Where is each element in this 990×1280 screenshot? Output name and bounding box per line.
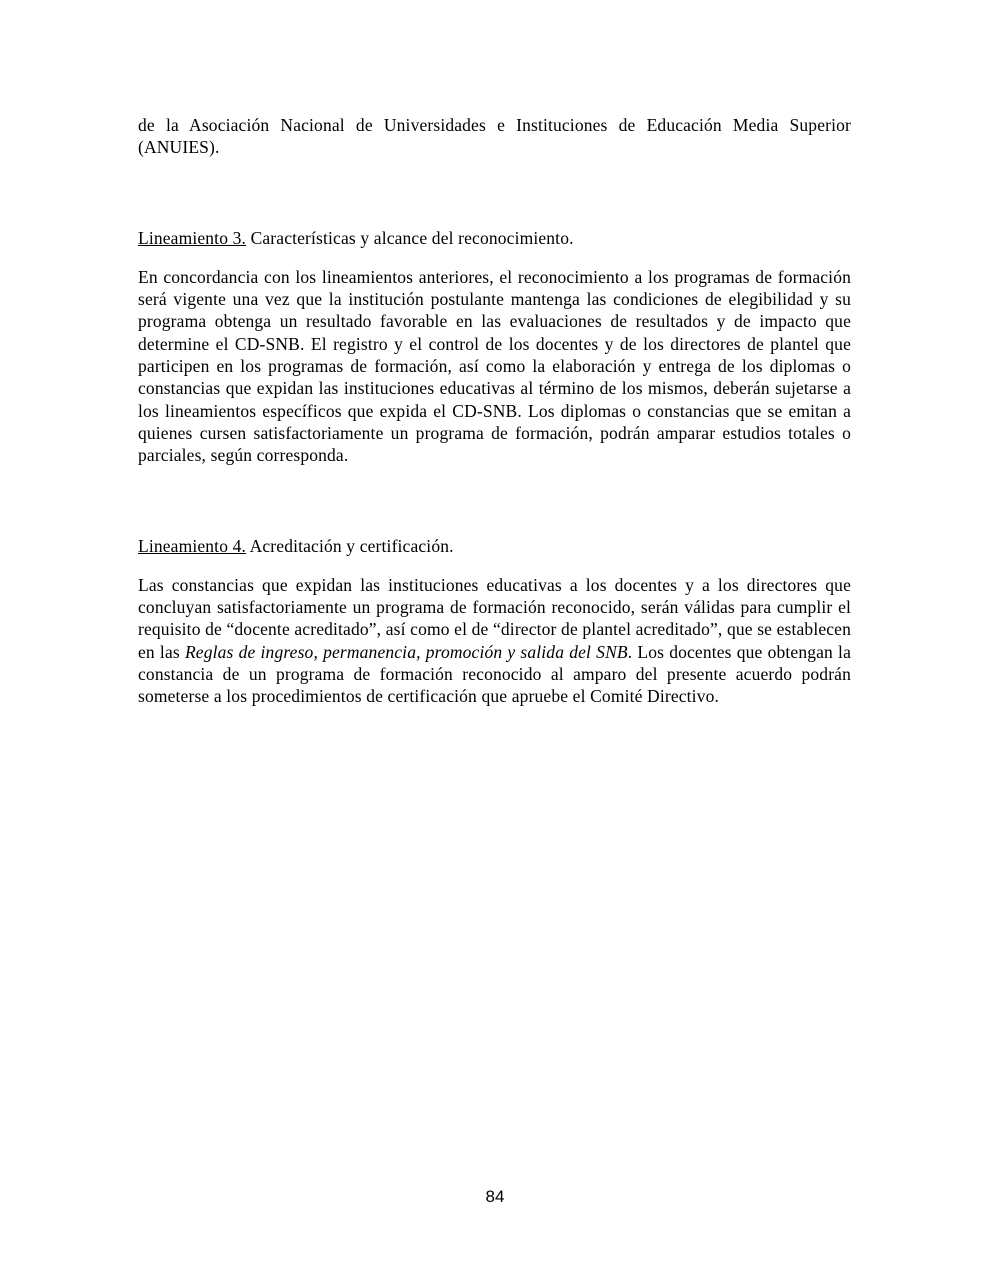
section-4-body-italic: Reglas de ingreso, permanencia, promoción y salida del SNB [184, 641, 628, 662]
section-4-body [138, 574, 851, 708]
section-4-body-after: . Los docentes que obtengan la constancia de un programa de formación reconocido al amparo del presente acuerdo podrán someterse a los procedimientos de certificación que apruebe el Comité Directivo. [138, 641, 851, 707]
section-4-body-before: Las constancias que expidan las instituciones educativas a los docentes y a los directores que concluyan satisfactoriamente un programa de formación reconocido, serán válidas para cumplir el requisito de “docente acreditado”, así como el de “director de plantel acreditado”, que se establecen en las [138, 574, 851, 662]
section-3-title: Características y alcance del reconocimiento. [246, 227, 574, 248]
section-4-title: Acreditación y certificación. [246, 535, 454, 556]
section-4-heading [138, 535, 851, 557]
section-3-heading [138, 227, 851, 249]
page-number: 84 [485, 1187, 505, 1206]
section-4-label: Lineamiento 4. [138, 535, 247, 556]
section-3-body: En concordancia con los lineamientos anteriores, el reconocimiento a los programas de formación será vigente una vez que la institución postulante mantenga las condiciones de elegibilidad y su programa obtenga un resultado favorable en las evaluaciones de resultados y de impacto que determine el CD-SNB. El registro y el control de los docentes y de los directores de plantel que participen en los programas de formación, así como la elaboración y entrega de los diplomas o constancias que expidan las instituciones educativas al término de los mismos, deberán sujetarse a los lineamientos específicos que expida el CD-SNB. Los diplomas o constancias que se emitan a quienes cursen satisfactoriamente un programa de formación, podrán amparar estudios totales o parciales, según corresponda. [138, 266, 851, 466]
intro-paragraph: de la Asociación Nacional de Universidades e Instituciones de Educación Media Superior (ANUIES). [138, 115, 851, 158]
section-3-label: Lineamiento 3. [138, 227, 247, 248]
document-page [138, 114, 851, 708]
